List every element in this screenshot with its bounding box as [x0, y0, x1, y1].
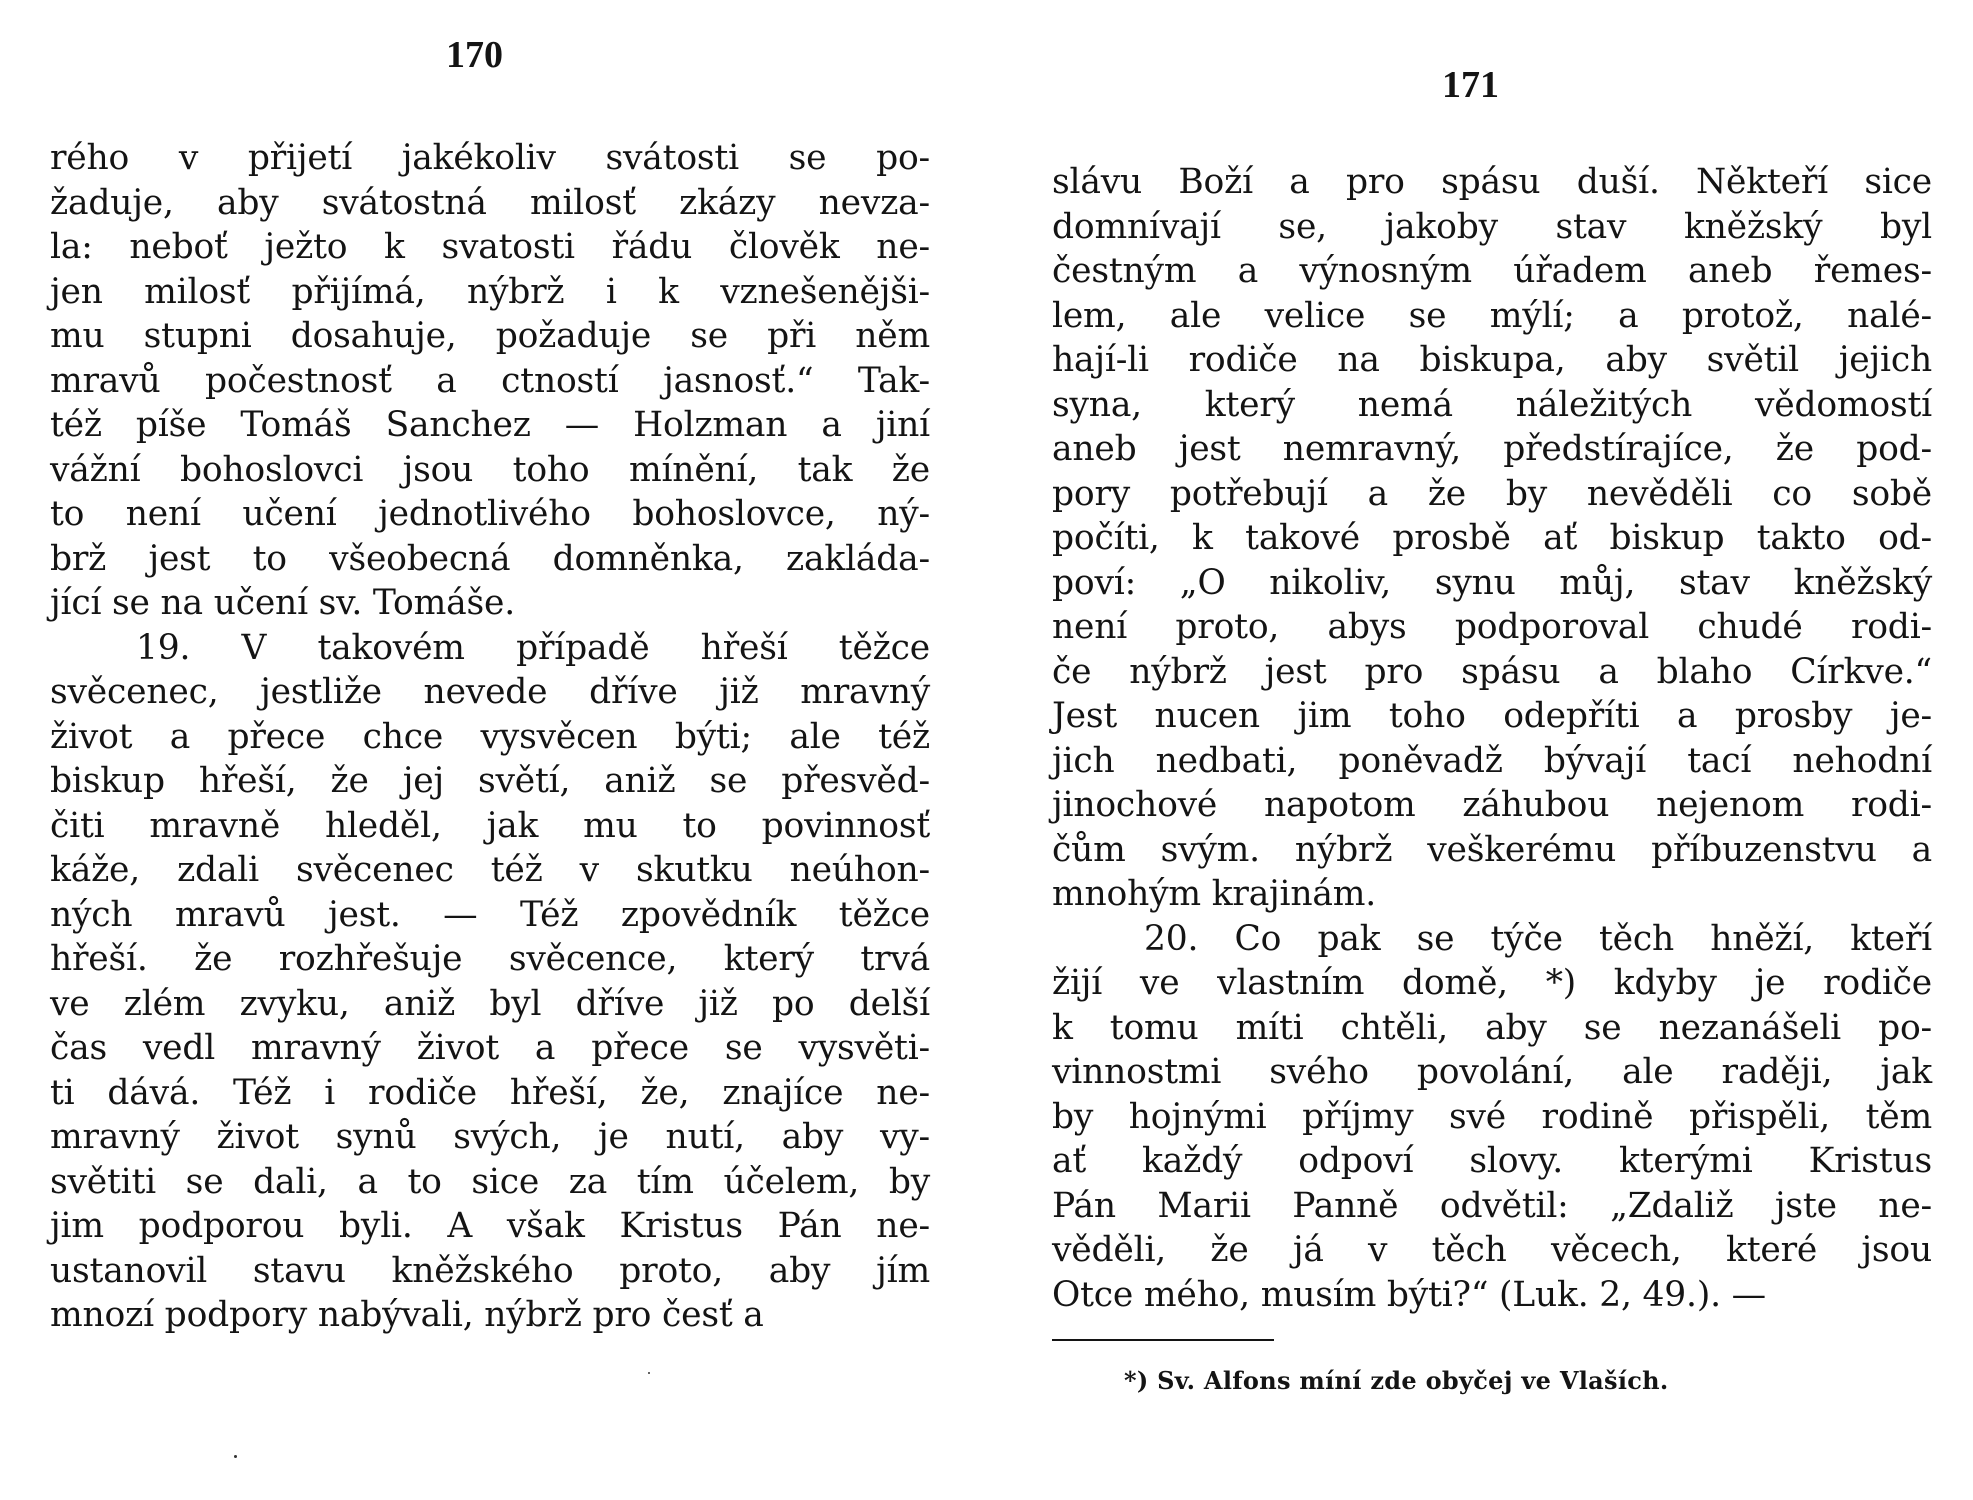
text-line: čas vedl mravný život a přece se vysvěti- [50, 1028, 930, 1068]
text-line: žaduje, aby svátostná milosť zkázy nevza- [50, 182, 930, 223]
text-line: mnozí podpory nabývali, nýbrž pro česť a [50, 1295, 764, 1335]
text-line: k tomu míti chtěli, aby se nezanášeli po- [1052, 1007, 1932, 1048]
text-line: lem, ale velice se mýlí; a protož, nalé- [1052, 295, 1932, 336]
text-line: ných mravů jest. — Též zpovědník těžce [50, 894, 930, 935]
text-line: la: neboť ježto k svatosti řádu člověk ne- [50, 227, 930, 267]
text-line: vážní bohoslovci jsou toho mínění, tak že [50, 449, 930, 490]
text-line: není proto, abys podporoval chudé rodi- [1052, 607, 1932, 647]
text-line: čestným a výnosným úřadem aneb řemes- [1052, 251, 1932, 291]
text-line: če nýbrž jest pro spásu a blaho Církve.“ [1052, 651, 1932, 692]
text-line: slávu Boží a pro spásu duší. Někteří sice [1052, 162, 1932, 202]
text-line: pory potřebují a že by nevěděli co sobě [1052, 473, 1932, 514]
text-line: žijí ve vlastním domě, *) kdyby je rodiče [1052, 963, 1932, 1003]
text-line: čiti mravně hleděl, jak mu to povinnosť [50, 805, 930, 846]
text-line: mu stupni dosahuje, požaduje se při něm [50, 316, 930, 356]
text-line: život a přece chce vysvěcen býti; ale též [50, 716, 930, 757]
footnote: *) Sv. Alfons míní zde obyčej ve Vlaších. [1124, 1366, 1669, 1395]
text-line: káže, zdali svěcenec též v skutku neúhon- [50, 850, 930, 890]
text-line: vinnostmi svého povolání, ale raději, jak [1052, 1052, 1932, 1092]
text-line: ustanovil stavu kněžského proto, aby jím [50, 1250, 930, 1291]
text-line: 19. V takovém případě hřeší těžce [136, 627, 930, 668]
left-page-text [50, 136, 930, 1338]
text-line: biskup hřeší, že jej světí, aniž se přesvěd- [50, 761, 930, 801]
text-line: mravů počestnosť a ctností jasnosť.“ Tak- [50, 360, 930, 401]
text-line: aneb jest nemravný, předstírajíce, že pod- [1052, 429, 1932, 469]
text-line: čům svým. nýbrž veškerému příbuzenstvu a [1052, 829, 1932, 870]
text-line: mnohým krajinám. [1052, 874, 1377, 914]
text-line: jící se na učení sv. Tomáše. [50, 583, 515, 623]
text-line: ve zlém zvyku, aniž byl dříve již po delší [50, 983, 930, 1024]
text-line: mravný život synů svých, je nutí, aby vy- [50, 1117, 930, 1157]
text-line: ti dává. Též i rodiče hřeší, že, znajíce ne- [50, 1072, 930, 1113]
text-line: rého v přijetí jakékoliv svátosti se po- [50, 138, 930, 178]
right-page-number: 171 [1442, 64, 1499, 106]
text-line: Jest nucen jim toho odepříti a prosby je- [1052, 696, 1932, 736]
text-line: poví: „O nikoliv, synu můj, stav kněžský [1052, 562, 1932, 603]
text-line: 20. Co pak se týče těch hněží, kteří [1144, 918, 1932, 959]
text-line: jinochové napotom záhubou nejenom rodi- [1052, 785, 1932, 825]
text-line: věděli, že já v těch věcech, které jsou [1052, 1230, 1932, 1270]
text-line: jich nedbati, poněvadž bývají tací nehodní [1052, 740, 1932, 781]
text-line: domnívají se, jakoby stav kněžský byl [1052, 206, 1932, 247]
text-line: brž jest to všeobecná domněnka, zakláda- [50, 538, 930, 579]
text-line: hají-li rodiče na biskupa, aby světil jejich [1052, 340, 1932, 380]
text-line: jen milosť přijímá, nýbrž i k vznešenějši- [50, 271, 930, 312]
footnote-divider [1052, 1339, 1274, 1341]
scan-speck [234, 1455, 237, 1458]
scan-speck [648, 1372, 650, 1374]
text-line: jim podporou byli. A však Kristus Pán ne- [50, 1206, 930, 1246]
right-page-text [1052, 160, 1932, 1317]
text-line: ať každý odpoví slovy. kterými Kristus [1052, 1141, 1932, 1181]
text-line: svěcenec, jestliže nevede dříve již mravný [50, 672, 930, 712]
text-line: světiti se dali, a to sice za tím účelem, by [50, 1161, 930, 1202]
left-page-number: 170 [446, 34, 503, 76]
text-line: to není učení jednotlivého bohoslovce, ný- [50, 494, 930, 534]
text-line: syna, který nemá náležitých vědomostí [1052, 384, 1932, 425]
text-line: též píše Tomáš Sanchez — Holzman a jiní [50, 405, 930, 445]
text-line: hřeší. že rozhřešuje svěcence, který trvá [50, 939, 930, 979]
text-line: by hojnými příjmy své rodině přispěli, těm [1052, 1096, 1932, 1137]
text-line: Pán Marii Panně odvětil: „Zdaliž jste ne- [1052, 1185, 1932, 1226]
text-line: počíti, k takové prosbě ať biskup takto od- [1052, 518, 1932, 558]
text-line: Otce mého, musím býti?“ (Luk. 2, 49.). — [1052, 1274, 1766, 1315]
